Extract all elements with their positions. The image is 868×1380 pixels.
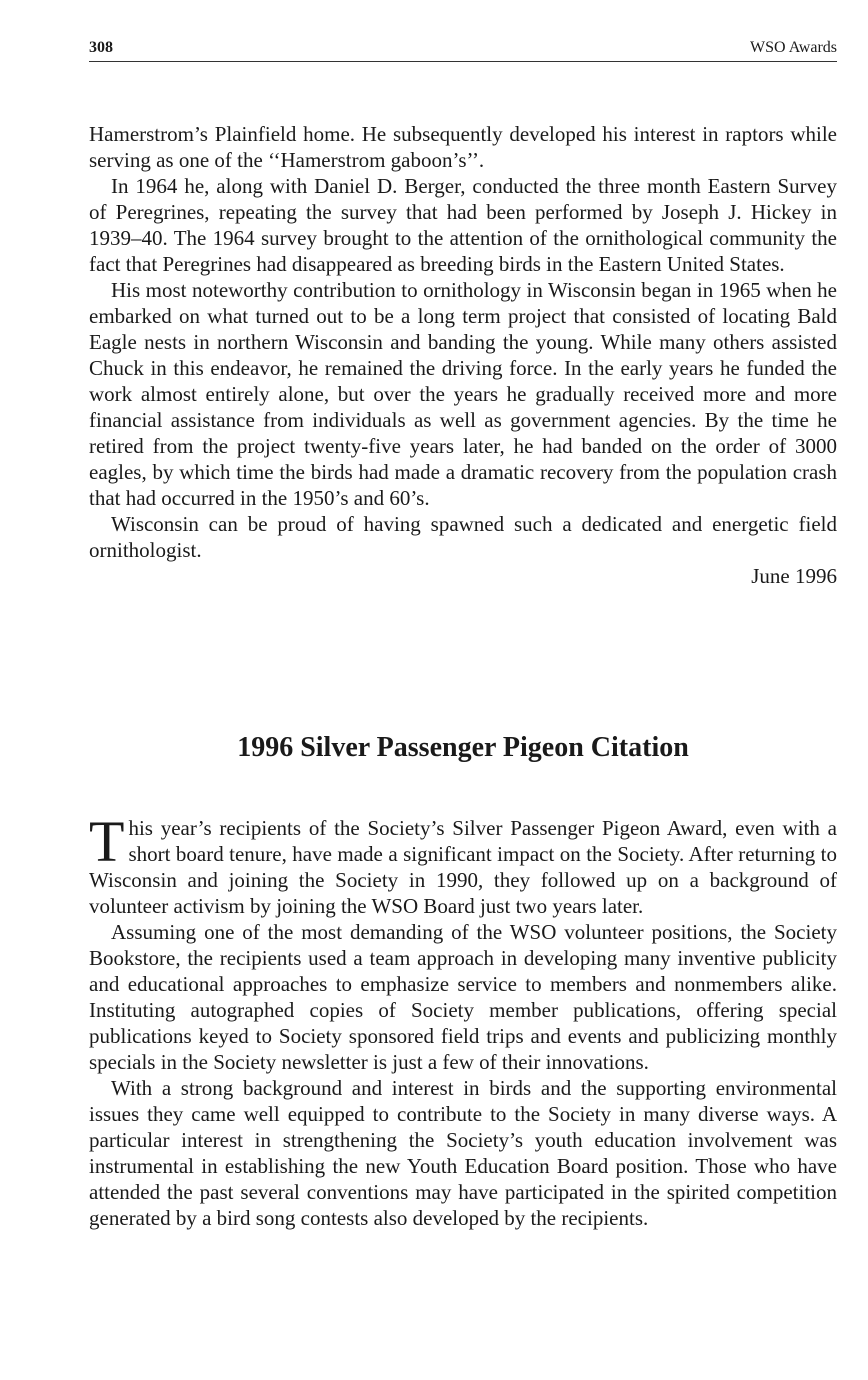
paragraph xyxy=(89,809,837,919)
paragraph: With a strong background and interest in birds and the supporting environmental issues they came well equipped to contribute to the Society in many diverse ways. A particular interest in strengthening the Society’s youth education involvement was instrumental in establishing the new Youth Education Board position. Those who have attended the past several conventions may have participated in the spirited competition generated by a bird song contests also developed by the recipients. xyxy=(89,1076,837,1230)
citation-body xyxy=(89,809,837,1231)
page-header xyxy=(89,37,837,62)
date-line: June 1996 xyxy=(751,564,837,588)
paragraph: Wisconsin can be proud of having spawned such a dedicated and energetic field ornithologist. xyxy=(89,512,837,562)
paragraph-text: his year’s recipients of the Society’s Silver Passenger Pigeon Award, even with a short board tenure, have made a significant impact on the Society. After returning to Wisconsin and joining the Society in 1990, they followed up on a background of volunteer activism by joining the WSO Board just two years later. xyxy=(89,816,837,918)
paragraph: In 1964 he, along with Daniel D. Berger, conducted the three month Eastern Survey of Peregrines, repeating the survey that had been performed by Joseph J. Hickey in 1939–40. The 1964 survey brought to the attention of the ornithological community the fact that Peregrines had disappeared as breeding birds in the Eastern United States. xyxy=(89,174,837,276)
paragraph: Hamerstrom’s Plainfield home. He subsequently developed his interest in raptors while serving as one of the ‘‘Hamerstrom gaboon’s’’. xyxy=(89,122,837,172)
paragraph: His most noteworthy contribution to ornithology in Wisconsin began in 1965 when he embarked on what turned out to be a long term project that consisted of locating Bald Eagle nests in northern Wisconsin and banding the young. While many others assisted Chuck in this endeavor, he remained the driving force. In the early years he funded the work almost entirely alone, but over the years he gradually received more and more financial assistance from individuals as well as government agencies. By the time he retired from the project twenty-five years later, he had banded on the order of 3000 eagles, by which time the birds had made a dramatic recovery from the population crash that had occurred in the 1950’s and 60’s. xyxy=(89,278,837,510)
article-continuation xyxy=(89,121,837,589)
drop-cap: T xyxy=(89,809,125,874)
paragraph: Assuming one of the most demanding of the WSO volunteer positions, the Society Bookstore, the recipients used a team approach in developing many inventive publicity and educational approaches to emphasize service to members and nonmembers alike. Instituting autographed copies of Society member publications, offering special publications keyed to Society sponsored field trips and events and publicizing monthly specials in the Society newsletter is just a few of their innovations. xyxy=(89,920,837,1074)
page-number: 308 xyxy=(89,39,113,56)
running-head: WSO Awards xyxy=(750,39,837,56)
section-title: 1996 Silver Passenger Pigeon Citation xyxy=(237,732,689,763)
